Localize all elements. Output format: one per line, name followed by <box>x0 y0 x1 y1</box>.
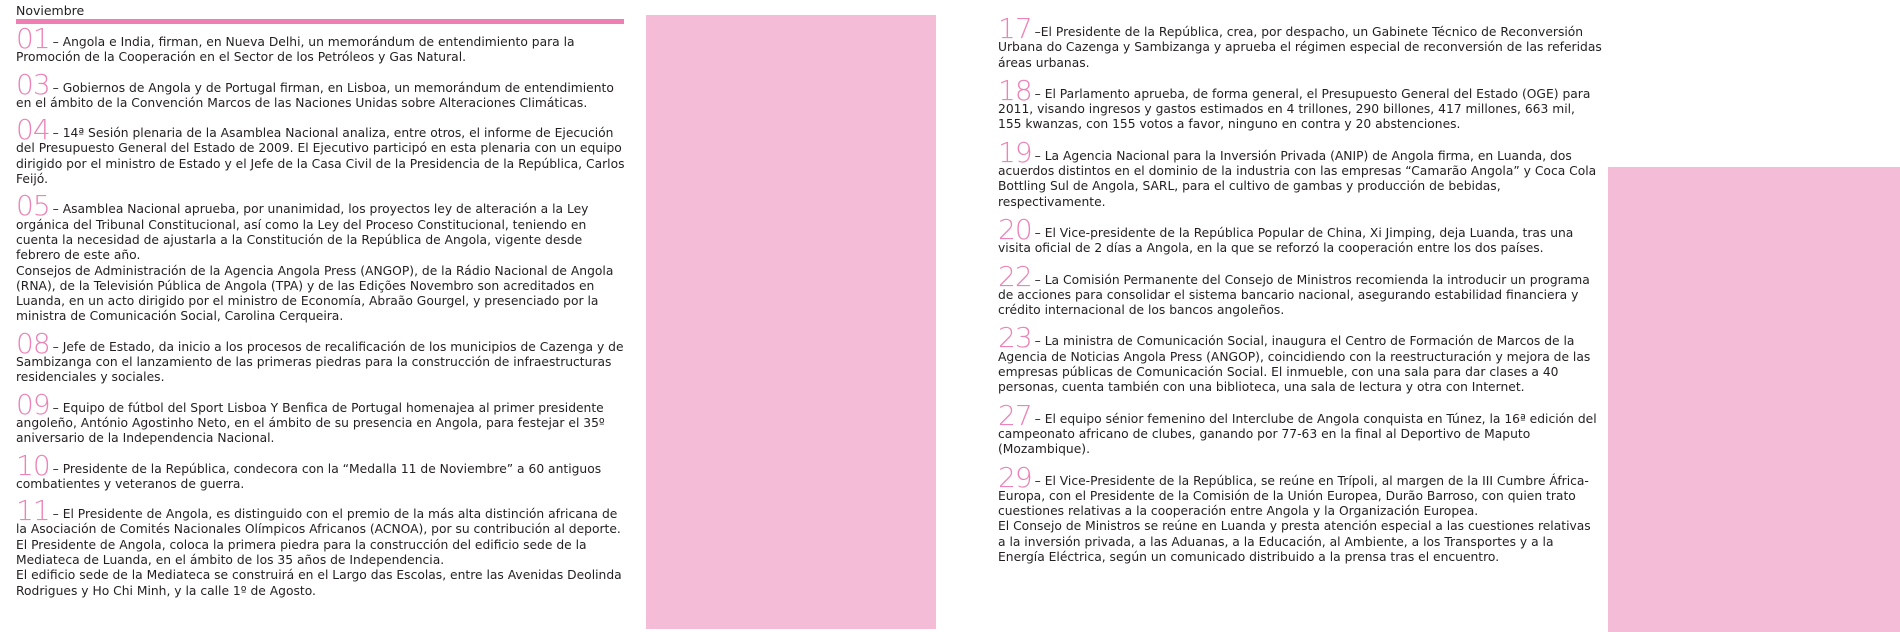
entry-text <box>16 448 602 491</box>
entry-text <box>998 73 1591 132</box>
entry-paragraph-text: – El Vice-presidente de la República Popular de China, Xi Jimping, deja Luanda, tras una visita oficial de 2 días a Angola, en la que se reforzó la cooperación entre los dos países. <box>998 225 1574 256</box>
entry-text <box>998 12 1602 70</box>
chronology-entry <box>16 448 626 493</box>
entry-paragraph-text: – Asamblea Nacional aprueba, por unanimidad, los proyectos ley de alteración a la Ley orgánica del Tribunal Constitucional, así como la Ley del Proceso Constitucional, teniendo en cuenta la necesidad de ajustarla a la Constitución de la República de Angola, vigente desde febrero de este año. <box>16 202 589 263</box>
entry-paragraph-text: – Angola e India, firman, en Nueva Delhi, un memorándum de entendimiento para la Promoción de la Cooperación en el Sector de los Petróleos y Gas Natural. <box>16 35 575 65</box>
entry-text <box>998 259 1590 318</box>
pink-block-left <box>646 15 936 629</box>
entry-paragraph-text: – Equipo de fútbol del Sport Lisboa Y Benfica de Portugal homenajea al primer presidente angoleño, António Agostinho Neto, en el ámbito de su presencia en Angola, para festejar el 35º aniversario de la Independencia Nacional. <box>16 400 605 446</box>
entry-paragraph-text: – La Agencia Nacional para la Inversión Privada (ANIP) de Angola firma, en Luanda, dos acuerdos distintos en el dominio de la industria con las empresas “Camarão Angola” y Coca Cola Bottling Sul de Angola, SARL, para el cultivo de gambas y producción de bebidas, respectivamente. <box>998 148 1597 209</box>
entry-paragraph-text: El Presidente de Angola, coloca la primera piedra para la construcción del edificio sede de la Mediateca de Luanda, en el ámbito de los 35 años de Independencia. <box>16 537 587 568</box>
entry-text <box>998 460 1589 519</box>
entry-day-number: 08 <box>16 326 50 360</box>
entry-text <box>998 398 1597 457</box>
entry-day-number: 01 <box>16 22 50 55</box>
entry-day-number: 20 <box>998 212 1032 246</box>
chronology-entry <box>998 259 1602 319</box>
month-heading: Noviembre <box>16 3 85 18</box>
entry-paragraph-text: El Consejo de Ministros se reúne en Luanda y presta atención especial a las cuestiones relativas a la inversión privada, a las Aduanas, a la Educación, al Ambiente, a los Transportes y a la Energía Eléctrica, según un comunicado distribuido a la prensa tras el encuentro. <box>998 519 1591 565</box>
chronology-entry <box>16 67 626 112</box>
entry-day-number: 19 <box>998 135 1032 169</box>
chronology-entry <box>16 189 626 324</box>
entry-paragraph-text: – Presidente de la República, condecora con la “Medalla 11 de Noviembre” a 60 antiguos combatientes y veteranos de guerra. <box>16 461 602 491</box>
entry-text <box>16 67 614 110</box>
chronology-entry <box>998 321 1602 395</box>
entry-paragraph-text: – La ministra de Comunicación Social, inaugura el Centro de Formación de Marcos de la Agencia de Noticias Angola Press (ANGOP), coincidiendo con la reestructuración y mejora de las empresas públicas de Comunicación Social. El inmueble, con una sala para dar clases a 40 personas, cuenta también con una biblioteca, una sala de lectura y otra con Internet. <box>998 334 1591 395</box>
chronology-entry <box>998 12 1602 71</box>
entry-paragraph <box>16 568 626 599</box>
chronology-column-1 <box>16 22 626 607</box>
entry-text <box>998 321 1591 395</box>
entry-paragraph-text: – El Vice-Presidente de la República, se reúne en Trípoli, al margen de la III Cumbre África-Europa, con el Presidente de la Comisión de la Unión Europea, Durão Barroso, con quien trato cuestiones relativas a la cooperación entre Angola y la Organización Europea. <box>998 473 1589 519</box>
entry-paragraph-text: – El equipo sénior femenino del Interclube de Angola conquista en Túnez, la 16ª edición del campeonato africano de clubes, ganando por 77-63 en la final al Deportivo de Maputo (Mozambique). <box>998 411 1597 457</box>
chronology-entry <box>16 113 626 187</box>
entry-text <box>16 494 621 537</box>
chronology-entry <box>16 387 626 447</box>
entry-paragraph-text: – Gobiernos de Angola y de Portugal firman, en Lisboa, un memorándum de entendimiento en el ámbito de la Convención Marcos de las Naciones Unidas sobre Alteraciones Climáticas. <box>16 80 614 110</box>
entry-paragraph-text: Consejos de Administración de la Agencia Angola Press (ANGOP), de la Rádio Nacional de Angola (RNA), de la Televisión Pública de Angola (TPA) y de las Edições Novembro son acreditados en Luanda, en un acto dirigido por el ministro de Economía, Abraão Gourgel, y presenciado por la ministra de Comunicación Social, Carolina Cerqueira. <box>16 263 614 324</box>
entry-text <box>16 387 605 446</box>
entry-text <box>16 326 624 385</box>
entry-paragraph-text: – El Parlamento aprueba, de forma general, el Presupuesto General del Estado (OGE) para 2011, visando ingresos y gastos estimados en 4 trillones, 290 billones, 417 millones, 663 mil, 155 kwanzas, con 155 votos a favor, ninguno en contra y 20 abstenciones. <box>998 86 1591 132</box>
chronology-entry <box>16 494 626 599</box>
entry-paragraph-text: – 14ª Sesión plenaria de la Asamblea Nacional analiza, entre otros, el informe de Ejecución del Presupuesto General del Estado de 2009. El Ejecutivo participó en esta plenaria con un equipo dirigido por el ministro de Estado y el Jefe de la Casa Civil de la Presidencia de la República, Carlos Feijó. <box>16 126 625 187</box>
entry-day-number: 04 <box>16 113 50 147</box>
chronology-column-2 <box>998 12 1602 574</box>
entry-paragraph-text: – El Presidente de Angola, es distinguido con el premio de la más alta distinción africana de la Asociación de Comités Nacionales Olímpicos Africanos (ACNOA), por su contribución al deporte. <box>16 507 621 537</box>
entry-day-number: 27 <box>998 398 1032 432</box>
entry-paragraph-text: El edificio sede de la Mediateca se construirá en el Largo das Escolas, entre las Avenidas Deolinda Rodrigues y Ho Chi Minh, y la calle 1º de Agosto. <box>16 568 622 598</box>
entry-paragraph-text: –El Presidente de la República, crea, por despacho, un Gabinete Técnico de Reconversión Urbana do Cazenga y Sambizanga y aprueba el régimen especial de reconversión de las referidas áreas urbanas. <box>998 25 1602 70</box>
entry-day-number: 10 <box>16 448 50 482</box>
entry-day-number: 03 <box>16 67 50 101</box>
chronology-entry <box>998 460 1602 566</box>
entry-paragraph <box>16 264 626 325</box>
chronology-entry <box>998 73 1602 133</box>
entry-paragraph-text: – Jefe de Estado, da inicio a los procesos de recalificación de los municipios de Cazenga y de Sambizanga con el lanzamiento de las primeras piedras para la construcción de infraestructuras residenciales y sociales. <box>16 339 624 385</box>
entry-text <box>998 212 1574 256</box>
entry-text <box>16 189 589 263</box>
entry-day-number: 29 <box>998 460 1032 494</box>
pink-block-right <box>1608 167 1900 632</box>
entry-paragraph <box>998 519 1602 565</box>
entry-day-number: 23 <box>998 321 1032 355</box>
entry-text <box>16 22 575 65</box>
entry-paragraph <box>16 538 626 569</box>
entry-paragraph-text: – La Comisión Permanente del Consejo de Ministros recomienda la introducir un programa de acciones para consolidar el sistema bancario nacional, asegurando estabilidad financiera y crédito internacional de los bancos angoleños. <box>998 272 1590 318</box>
entry-text <box>998 135 1597 209</box>
entry-day-number: 18 <box>998 73 1032 107</box>
chronology-entry <box>998 212 1602 257</box>
entry-day-number: 11 <box>16 494 50 528</box>
header-rule <box>16 19 624 24</box>
chronology-entry <box>16 326 626 386</box>
entry-day-number: 05 <box>16 189 50 223</box>
chronology-entry <box>16 22 626 66</box>
chronology-entry <box>998 135 1602 210</box>
chronology-entry <box>998 398 1602 458</box>
entry-day-number: 22 <box>998 259 1032 293</box>
entry-day-number: 09 <box>16 387 50 421</box>
entry-text <box>16 113 625 187</box>
entry-day-number: 17 <box>998 12 1032 45</box>
